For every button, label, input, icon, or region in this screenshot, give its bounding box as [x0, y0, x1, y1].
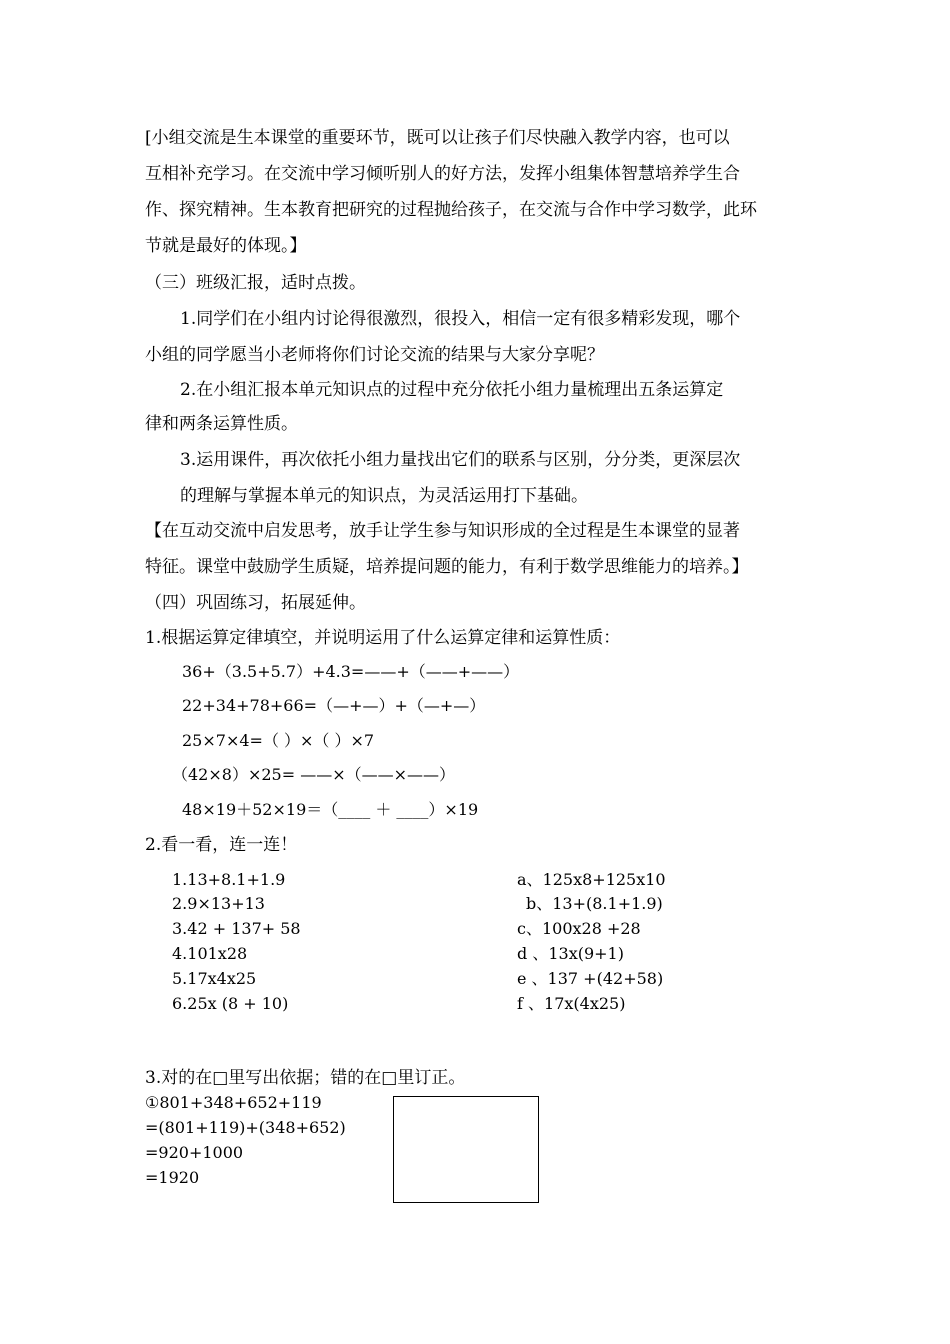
q2-left-3: 3.42 + 137+ 58 — [172, 919, 301, 938]
q2-right-d: d 、13x(9+1) — [517, 944, 624, 963]
section3-item-1a: 1.同学们在小组内讨论得很激烈，很投入，相信一定有很多精彩发现，哪个 — [180, 309, 741, 329]
note2-line-1: 【在互动交流中启发思考，放手让学生参与知识形成的全过程是生本课堂的显著 — [145, 521, 740, 541]
note1-line-3: 作、探究精神。生本教育把研究的过程抛给孩子，在交流与合作中学习数学，此环 — [145, 200, 757, 220]
q1-title: 1.根据运算定律填空，并说明运用了什么运算定律和运算性质： — [145, 628, 621, 648]
q2-right-f: f 、17x(4x25) — [517, 994, 626, 1013]
section3-item-2a: 2.在小组汇报本单元知识点的过程中充分依托小组力量梳理出五条运算定 — [180, 380, 724, 400]
section3-item-3a: 3.运用课件，再次依托小组力量找出它们的联系与区别，分分类，更深层次 — [180, 450, 741, 470]
q2-title: 2.看一看，连一连！ — [145, 835, 298, 855]
q2-right-c: c、100x28 +28 — [517, 919, 641, 938]
q3-line-2: =(801+119)+(348+652) — [145, 1118, 346, 1137]
q1-item-2: 22+34+78+66=（—+—）+（—+—） — [182, 696, 486, 715]
section3-item-1b: 小组的同学愿当小老师将你们讨论交流的结果与大家分享呢？ — [145, 345, 604, 365]
q3-title: 3.对的在□里写出依据；错的在□里订正。 — [145, 1068, 466, 1088]
answer-box[interactable] — [393, 1096, 539, 1203]
q2-left-6: 6.25x (8 + 10) — [172, 994, 289, 1013]
section4-heading: （四）巩固练习，拓展延伸。 — [145, 593, 366, 613]
q3-line-3: =920+1000 — [145, 1143, 244, 1162]
q2-left-4: 4.101x28 — [172, 944, 248, 963]
note2-line-2: 特征。课堂中鼓励学生质疑，培养提问题的能力，有利于数学思维能力的培养。】 — [145, 557, 749, 577]
q3-line-4: =1920 — [145, 1168, 200, 1187]
note1-line-1: [小组交流是生本课堂的重要环节，既可以让孩子们尽快融入教学内容，也可以 — [145, 128, 730, 148]
q1-item-1: 36+（3.5+5.7）+4.3=——+（——+——） — [182, 662, 520, 681]
q2-right-a: a、125x8+125x10 — [517, 870, 666, 889]
q2-left-2: 2.9×13+13 — [172, 894, 265, 913]
q2-left-1: 1.13+8.1+1.9 — [172, 870, 286, 889]
q1-item-5: 48×19＋52×19＝（____ ＋ ____）×19 — [182, 800, 479, 819]
q2-right-b: b、13+(8.1+1.9) — [526, 894, 663, 913]
note1-line-2: 互相补充学习。在交流中学习倾听别人的好方法，发挥小组集体智慧培养学生合 — [145, 164, 740, 184]
section3-item-2b: 律和两条运算性质。 — [145, 414, 298, 434]
q2-left-5: 5.17x4x25 — [172, 969, 257, 988]
q3-line-1: ①801+348+652+119 — [145, 1093, 322, 1112]
q1-item-3: 25×7×4=（ ）×（ ）×7 — [182, 731, 375, 750]
q2-right-e: e 、137 +(42+58) — [517, 969, 664, 988]
section3-item-3b: 的理解与掌握本单元的知识点，为灵活运用打下基础。 — [180, 486, 588, 506]
note1-line-4: 节就是最好的体现。】 — [145, 236, 307, 256]
q1-item-4: （42×8）×25= ——×（——×——） — [172, 765, 456, 784]
section3-heading: （三）班级汇报，适时点拨。 — [145, 273, 366, 293]
